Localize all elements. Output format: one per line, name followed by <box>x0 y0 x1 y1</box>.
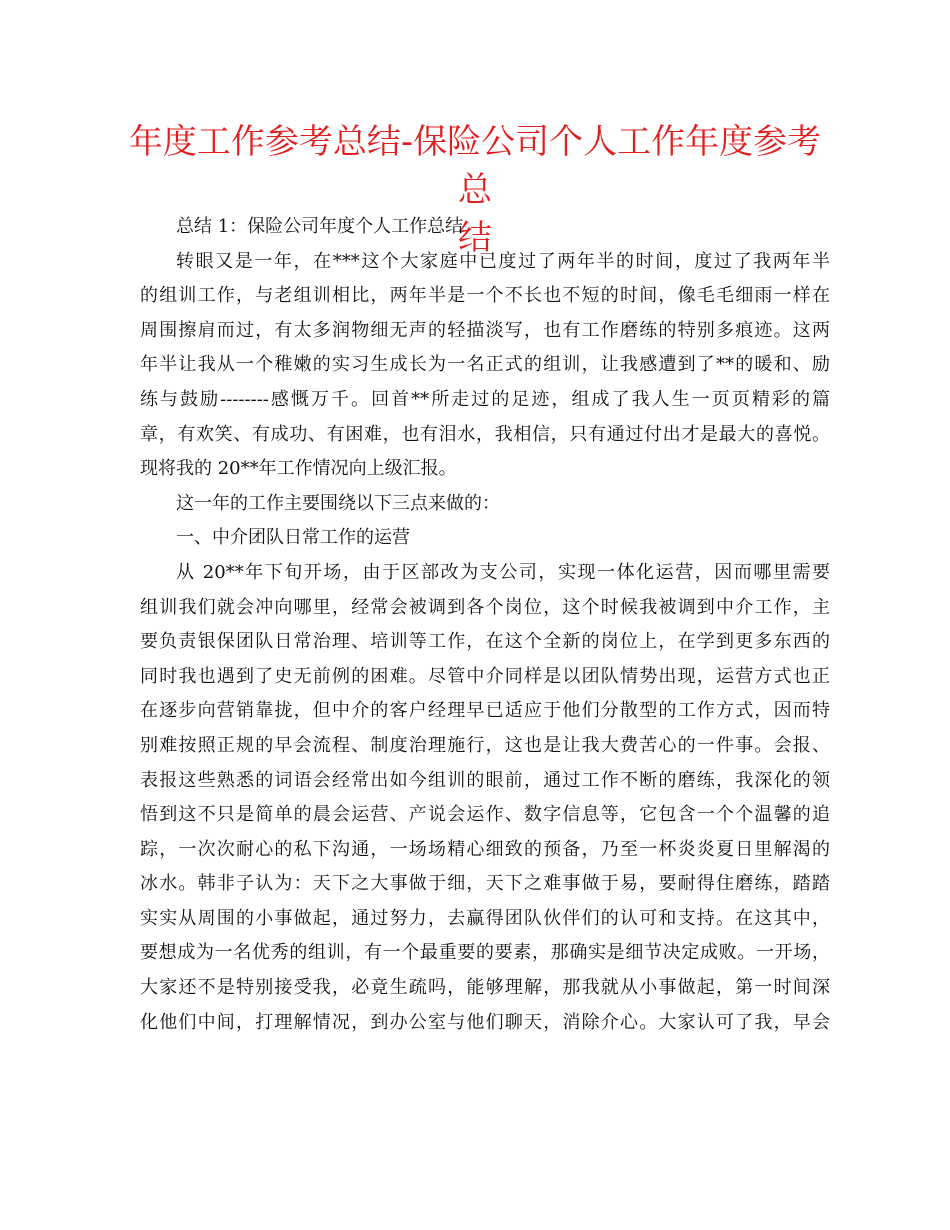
section-heading: 一、中介团队日常工作的运营 <box>176 527 410 549</box>
paragraph-line: 实实从周围的小事做起，通过努力，去赢得团队伙伴们的认可和支持。在这其中， <box>140 907 830 929</box>
paragraph-line: 这一年的工作主要围绕以下三点来做的： <box>176 492 500 514</box>
title-line-1: 年度工作参考总结-保险公司个人工作年度参考总 <box>128 122 822 210</box>
paragraph-line: 在逐步向营销靠拢，但中介的客户经理早已适应于他们分散型的工作方式，因而特 <box>140 700 830 722</box>
paragraph-line: 练与鼓励--------感慨万千。回首**所走过的足迹，组成了我人生一页页精彩的篇 <box>140 388 830 410</box>
paragraph-line: 章，有欢笑、有成功、有困难，也有泪水，我相信，只有通过付出才是最大的喜悦。 <box>140 423 830 445</box>
title-line-2: 结 <box>458 218 492 258</box>
document-body <box>140 210 830 1040</box>
paragraph-line: 大家还不是特别接受我，必竟生疏吗，能够理解，那我就从小事做起，第一时间深 <box>140 977 830 999</box>
paragraph-line: 组训我们就会冲向哪里，经常会被调到各个岗位，这个时候我被调到中介工作，主 <box>140 596 830 618</box>
paragraph-line: 化他们中间，打理解情况，到办公室与他们聊天，消除介心。大家认可了我，早会 <box>140 1011 830 1033</box>
paragraph-line: 的组训工作，与老组训相比，两年半是一个不长也不短的时间，像毛毛细雨一样在 <box>140 285 830 307</box>
paragraph-line: 要负责银保团队日常治理、培训等工作，在这个全新的岗位上，在学到更多东西的 <box>140 631 830 653</box>
paragraph-line: 别难按照正规的早会流程、制度治理施行，这也是让我大费苦心的一件事。会报、 <box>140 734 830 756</box>
paragraph-line: 冰水。韩非子认为：天下之大事做于细，天下之难事做于易，要耐得住磨练，踏踏 <box>140 873 830 895</box>
paragraph-line: 踪，一次次耐心的私下沟通，一场场精心细致的预备，乃至一杯炎炎夏日里解渴的 <box>140 838 830 860</box>
paragraph-line: 表报这些熟悉的词语会经常出如今组训的眼前，通过工作不断的磨练，我深化的领 <box>140 769 830 791</box>
paragraph-line: 同时我也遇到了史无前例的困难。尽管中介同样是以团队情势出现，运营方式也正 <box>140 665 830 687</box>
paragraph-line: 悟到这不只是简单的晨会运营、产说会运作、数字信息等，它包含一个个温馨的追 <box>140 804 830 826</box>
paragraph-line: 年半让我从一个稚嫩的实习生成长为一名正式的组训，让我感遭到了**的暖和、励 <box>140 354 830 376</box>
paragraph-line: 转眼又是一年，在***这个大家庭中已度过了两年半的时间，度过了我两年半 <box>176 250 830 272</box>
section-heading: 总结 1：保险公司年度个人工作总结 <box>176 216 464 237</box>
paragraph-line: 要想成为一名优秀的组训，有一个最重要的要素，那确实是细节决定成败。一开场， <box>140 942 830 964</box>
paragraph-line: 从 20**年下旬开场，由于区部改为支公司，实现一体化运营，因而哪里需要 <box>176 561 830 583</box>
paragraph-line: 周围擦肩而过，有太多润物细无声的轻描淡写，也有工作磨练的特别多痕迹。这两 <box>140 319 830 341</box>
paragraph-line: 现将我的 20**年工作情况向上级汇报。 <box>140 458 457 480</box>
